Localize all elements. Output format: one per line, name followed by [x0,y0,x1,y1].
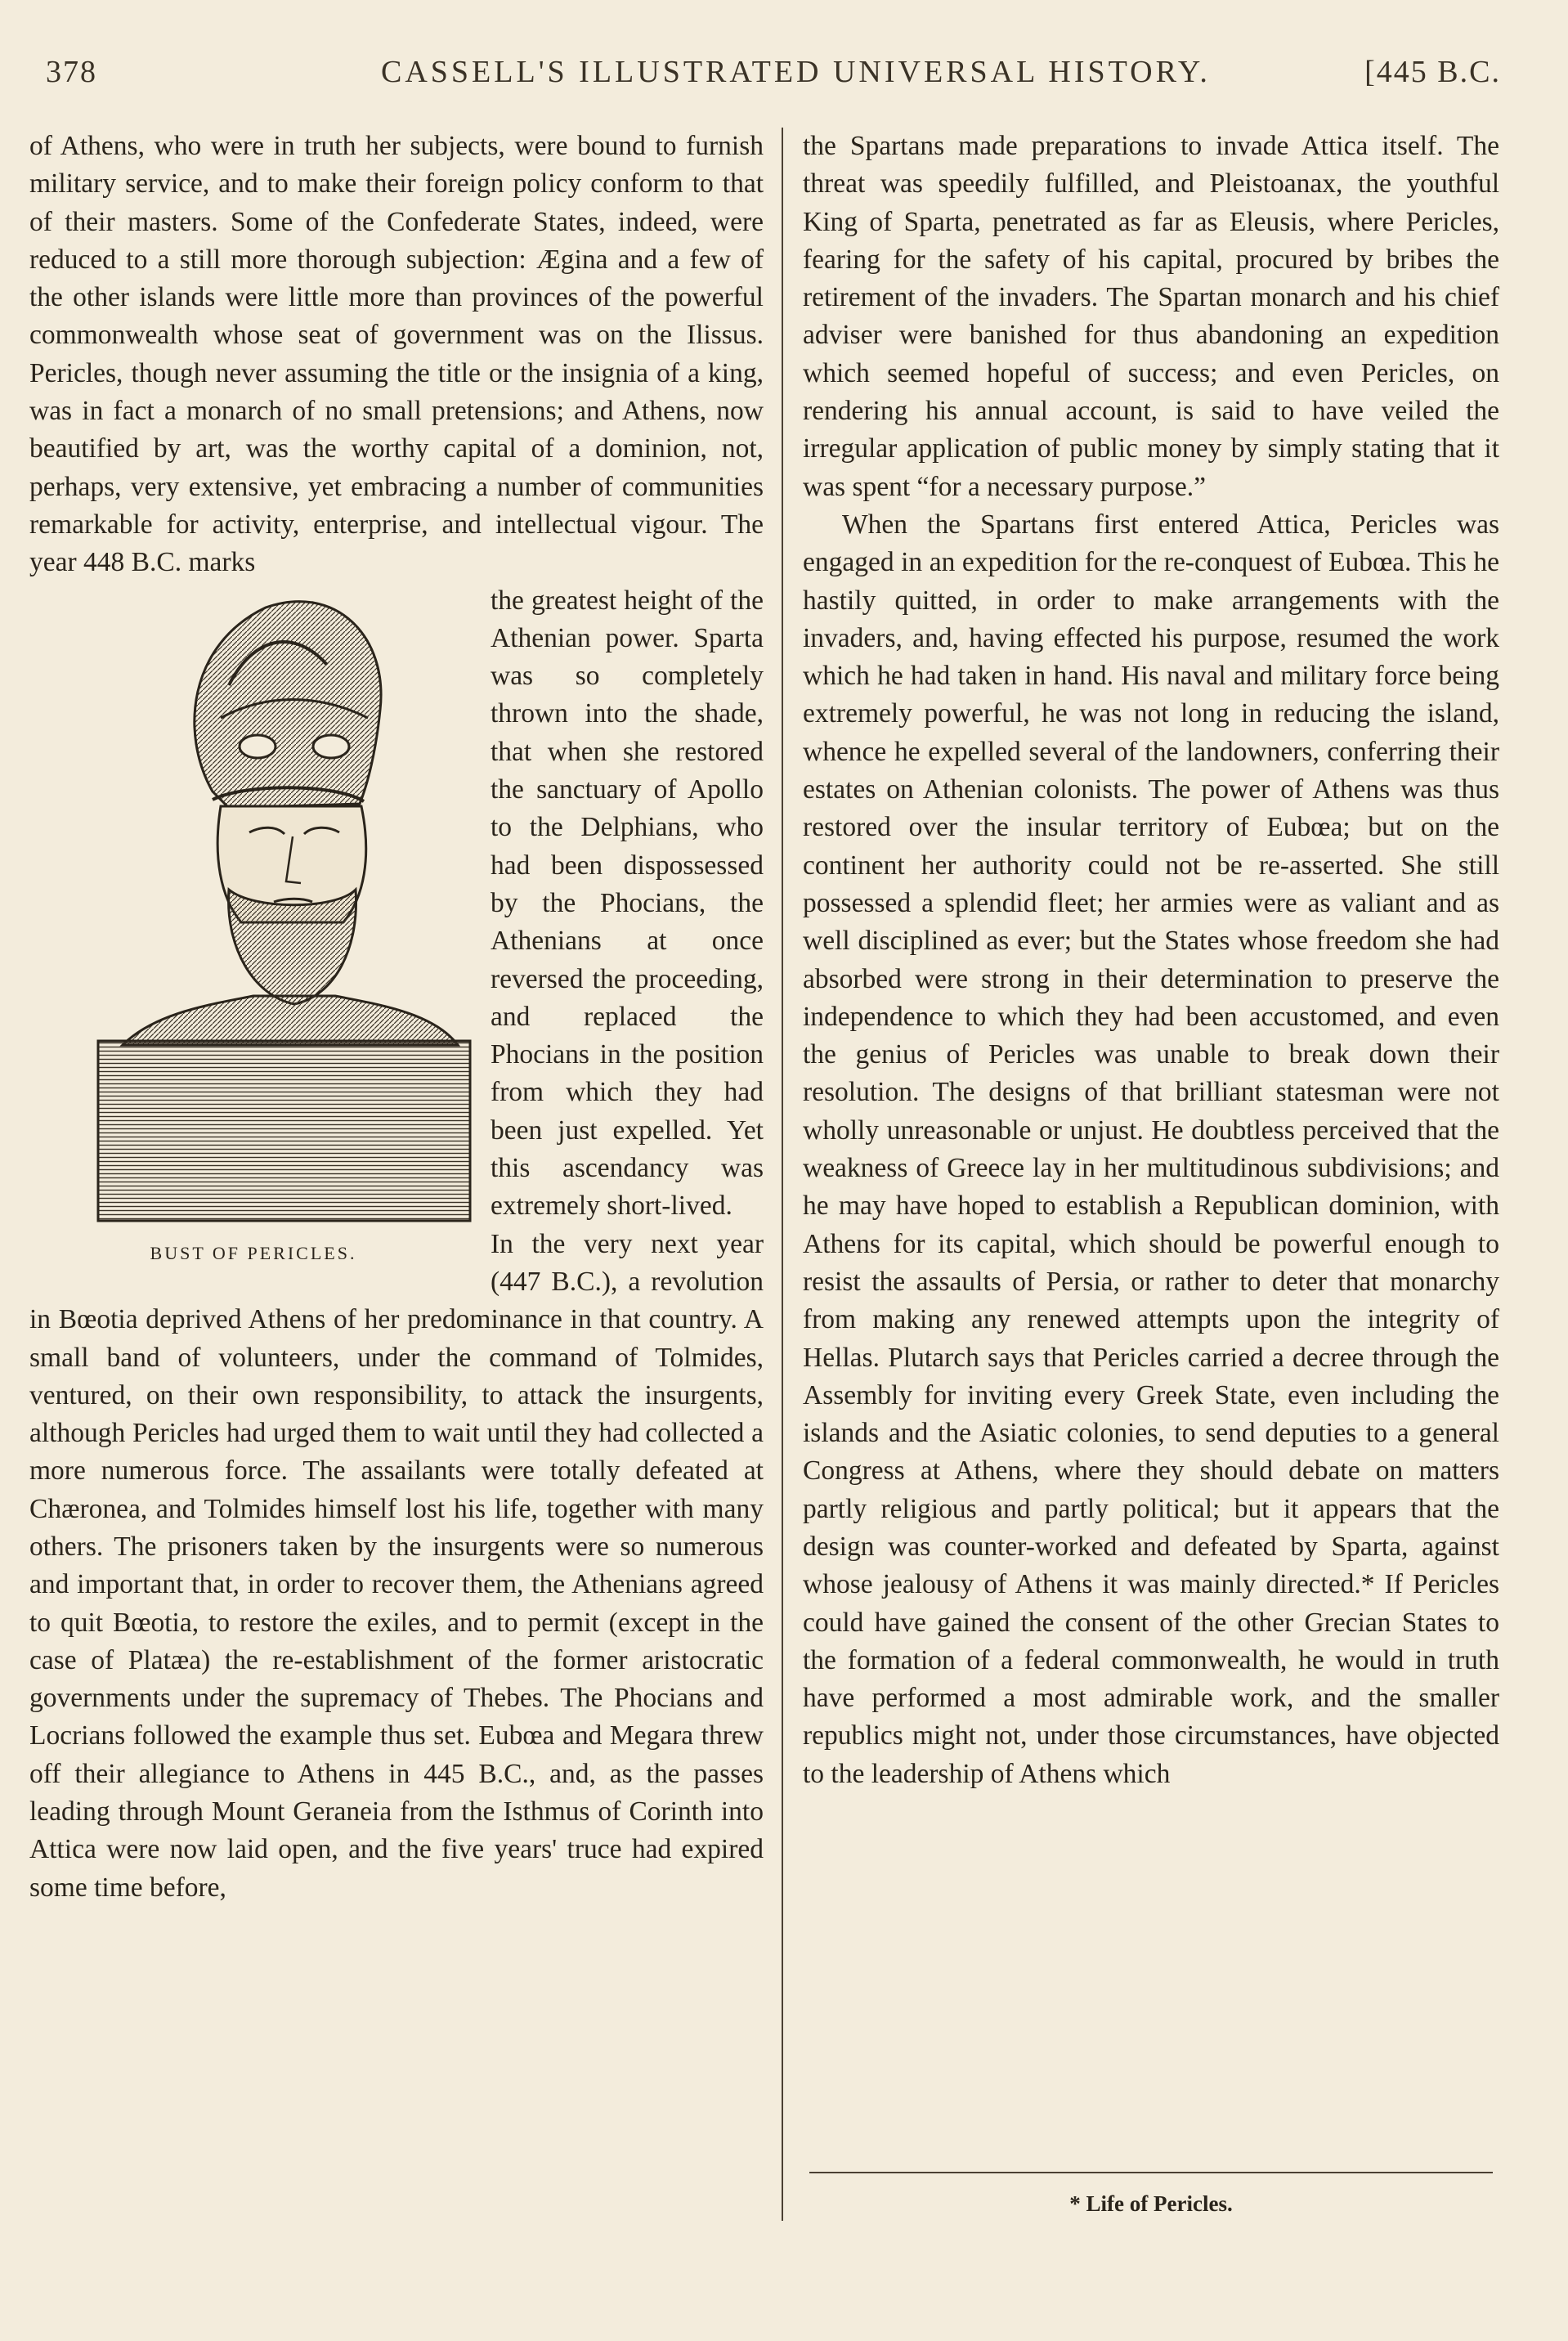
book-title: CASSELL'S ILLUSTRATED UNIVERSAL HISTORY. [381,55,1211,89]
right-paragraph-2: When the Spartans first entered Attica, Pericles was engaged in an expedition for the re-conquest of Eubœa. This he hastily quitted, in order to make arrangements with the invaders, and, having effected his purpose, resumed the work which he had taken in hand. His naval and military force being extremely powerful, he was not long in reducing the island, whence he expelled several of the landowners, conferring their estates on Athenian colonists. The power of Athens was thus restored over the insular territory of Eubœa; but on the continent her authority could not be re-asserted. She still possessed a splendid fleet; her armies were as valiant and as well disciplined as ever; but the States whose freedom she had absorbed were strong in their determination to preserve the independence to which they had been accustomed, and even the genius of Pericles was unable to break down their resolution. The designs of that brilliant statesman were not wholly unreasonable or unjust. He doubtless perceived that the weakness of Greece lay in her multitudinous subdivisions; and he may have hoped to establish a Republican dominion, with Athens for its capital, which should be powerful enough to resist the assaults of Persia, or rather to deter that monarchy from making any renewed attempts upon the integrity of Hellas. Plutarch says that Pericles carried a decree through the Assembly for inviting every Greek State, even including the islands and the Asiatic colonies, to send deputies to a general Congress at Athens, where they should debate on matters partly religious and partly political; but it appears that the design was counter-worked and defeated by Sparta, against whose jealousy of Athens it was mainly directed.* If Pericles could have gained the consent of the other Grecian States to the formation of a federal commonwealth, he would in truth have performed a most admirable work, and the smaller republics might not, under those circumstances, have objected to the leadership of Athens which [803,509,1499,1789]
footnote-rule [809,2172,1493,2173]
running-header [46,54,1501,103]
page-number: 378 [46,55,97,89]
footnote: * Life of Pericles. [1069,2191,1233,2216]
right-paragraph-1: the Spartans made preparations to invade Attica itself. The threat was speedily fulfilled, and Pleistoanax, the youthful King of Sparta, penetrated as far as Eleusis, where Pericles, fearing for the safety of his capital, procured by bribes the retirement of the invaders. The Spartan monarch and his chief adviser were banished for thus abandoning an expedition which seemed hopeful of success; and even Pericles, on rendering his annual account, is said to have veiled the irregular application of public money by simply stating that it was spent “for a necessary purpose.” [803,131,1499,502]
bust-of-pericles-icon [90,587,474,1225]
left-intro-text: of Athens, who were in truth her subjects, were bound to furnish military service, and to make their foreign policy conform to that of their masters. Some of the Confederate States, indeed, were reduced to a still more thorough subjection: Ægina and a few of the other islands were little more than provinces of the powerful commonwealth whose seat of government was on the Ilissus. Pericles, though never assuming the title or the insignia of a king, was in fact a monarch of no small pretensions; and Athens, now beautified by art, was the worthy capital of a dominion, not, perhaps, very extensive, yet embracing a number of communities remarkable for activity, enterprise, and intellectual vigour. The year 448 B.C. marks [29,131,764,578]
left-beside-figure-text: the greatest height of the Athenian power. Sparta was so completely thrown into the shade, that when she restored the sanctuary of Apollo to the Delphians, who had been dispossessed by the Phocians, the Athenians at once reversed the proceeding, and replaced the Phocians in the position from which they had been just expelled. Yet this ascendancy was extremely short-lived. [491,585,764,1222]
right-column [803,128,1499,2221]
page-date: [445 B.C. [1364,55,1501,89]
left-after-figure-text: In the very next year (447 B.C.), a revolution in Bœotia deprived Athens of her predominance in that country. A small band of volunteers, under the command of Tolmides, ventured, on their own responsibility, to attack the insurgents, although Pericles had urged them to wait until they had collected a more numerous force. The assailants were totally defeated at Chæronea, and Tolmides himself lost his life, together with many others. The prisoners taken by the insurgents were so numerous and important that, in order to recover them, the Athenians agreed to quit Bœotia, to restore the exiles, and to permit (except in the case of Platæa) the re-establishment of the former aristocratic governments under the supremacy of Thebes. The Phocians and Locrians followed the example thus set. Eubœa and Megara threw off their allegiance to Athens in 445 B.C., and, as the passes leading through Mount Geraneia from the Isthmus of Corinth into Attica were now laid open, and the five years' truce had expired some time before, [29,1228,764,1903]
figure-caption: BUST OF PERICLES. [150,1242,357,1263]
left-column [29,128,764,2221]
pericles-figure [29,582,477,1269]
column-divider [782,128,783,2221]
